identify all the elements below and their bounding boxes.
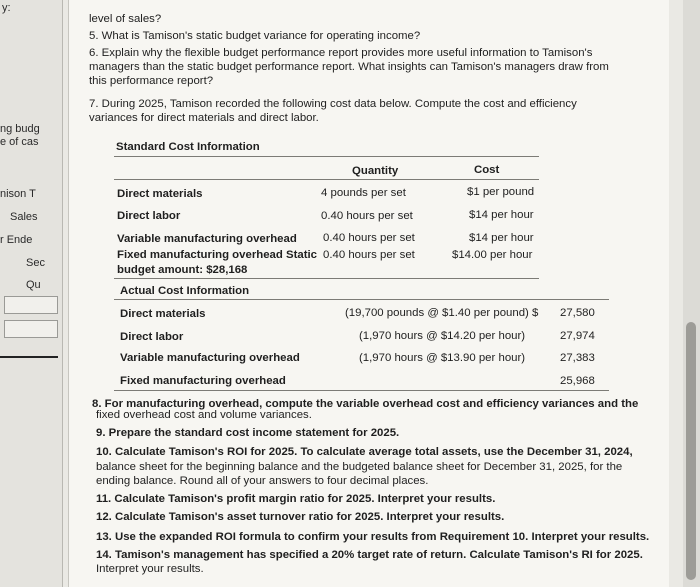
column-quantity-header: Quantity	[352, 165, 399, 177]
std-row-cost: $1 per pound	[467, 186, 535, 198]
question-13: 13. Use the expanded ROI formula to confirm your results from Requirement 10. Interpret your results.	[96, 531, 650, 543]
question-10-line: 10. Calculate Tamison's ROI for 2025. To calculate average total assets, use the December 31, 2024,	[96, 446, 633, 458]
standard-cost-rule	[114, 156, 539, 157]
standard-cost-title: Standard Cost Information	[116, 141, 260, 153]
question-4-tail: level of sales?	[89, 13, 162, 25]
question-7-line: 7. During 2025, Tamison recorded the following cost data below. Compute the cost and efficiency	[89, 98, 577, 110]
std-row-cost: $14.00 per hour	[452, 249, 533, 261]
left-cropped-panel	[0, 0, 63, 587]
budget-amount: budget amount: $28,168	[117, 264, 248, 276]
question-10-line: ending balance. Round all of your answers to four decimal places.	[96, 475, 429, 487]
actual-cost-title: Actual Cost Information	[120, 285, 250, 297]
actual-row-label: Direct materials	[120, 308, 206, 320]
question-14-line: 14. Tamison's management has specified a 20% target rate of return. Calculate Tamison's RI for 2025.	[96, 549, 643, 561]
question-12: 12. Calculate Tamison's asset turnover ratio for 2025. Interpret your results.	[96, 511, 505, 523]
actual-row-amount: 25,968	[560, 375, 595, 387]
left-fragment: Qu	[26, 279, 41, 291]
std-row-label: Direct materials	[117, 188, 203, 200]
actual-row-amount: 27,974	[560, 330, 595, 342]
question-5: 5. What is Tamison's static budget variance for operating income?	[89, 30, 421, 42]
question-11: 11. Calculate Tamison's profit margin ratio for 2025. Interpret your results.	[96, 493, 496, 505]
scrollbar-thumb[interactable]	[686, 322, 696, 580]
std-row-quantity: 0.40 hours per set	[323, 232, 415, 244]
left-input-box[interactable]	[4, 320, 58, 338]
actual-row-detail: (1,970 hours @ $13.90 per hour)	[359, 352, 526, 364]
actual-row-label: Fixed manufacturing overhead	[120, 375, 286, 387]
left-fragment: r Ende	[0, 234, 33, 246]
column-cost-header: Cost	[474, 164, 500, 176]
actual-row-detail: (19,700 pounds @ $1.40 per pound) $	[345, 307, 539, 319]
left-fragment: nison T	[0, 188, 36, 200]
left-input-box[interactable]	[4, 296, 58, 314]
std-row-label: Fixed manufacturing overhead Static	[117, 249, 318, 261]
question-6-line: managers than the static budget performance report. What insights can Tamison's managers draw from	[89, 61, 609, 73]
question-6-line: 6. Explain why the flexible budget performance report provides more useful information to Tamison's	[89, 47, 593, 59]
actual-row-label: Direct labor	[120, 331, 184, 343]
actual-cost-bottom-rule	[114, 390, 609, 391]
question-10-line: balance sheet for the beginning balance and the budgeted balance sheet for December 31, 2025, for the	[96, 461, 623, 473]
actual-row-amount: 27,383	[560, 352, 595, 364]
std-row-cost: $14 per hour	[469, 209, 534, 221]
question-7-line: variances for direct materials and direct labor.	[89, 112, 319, 124]
std-row-label: Direct labor	[117, 210, 181, 222]
left-fragment-top: y:	[2, 2, 11, 14]
actual-cost-rule	[114, 299, 609, 300]
actual-row-detail: (1,970 hours @ $14.20 per hour)	[359, 330, 526, 342]
std-row-label: Variable manufacturing overhead	[117, 233, 297, 245]
std-row-quantity: 0.40 hours per set	[321, 210, 413, 222]
question-9: 9. Prepare the standard cost income statement for 2025.	[96, 427, 400, 439]
actual-row-label: Variable manufacturing overhead	[120, 352, 300, 364]
question-6-line: this performance report?	[89, 75, 214, 87]
left-total-rule	[0, 356, 58, 358]
vertical-scrollbar[interactable]	[683, 0, 700, 587]
std-row-quantity: 0.40 hours per set	[323, 249, 415, 261]
left-fragment: Sec	[26, 257, 45, 269]
standard-cost-header-rule	[114, 179, 539, 180]
question-8-line: fixed overhead cost and volume variances.	[96, 409, 312, 421]
left-fragment: ng budg	[0, 123, 40, 135]
left-fragment: Sales	[10, 211, 38, 223]
std-row-quantity: 4 pounds per set	[321, 187, 406, 199]
question-document	[68, 0, 669, 587]
left-fragment: e of cas	[0, 136, 39, 148]
standard-cost-bottom-rule	[114, 278, 539, 279]
std-row-cost: $14 per hour	[469, 232, 534, 244]
question-14-line: Interpret your results.	[96, 563, 204, 575]
question-8-line: 8. For manufacturing overhead, compute the variable overhead cost and efficiency variances and the	[92, 398, 639, 410]
actual-row-amount: 27,580	[560, 307, 595, 319]
